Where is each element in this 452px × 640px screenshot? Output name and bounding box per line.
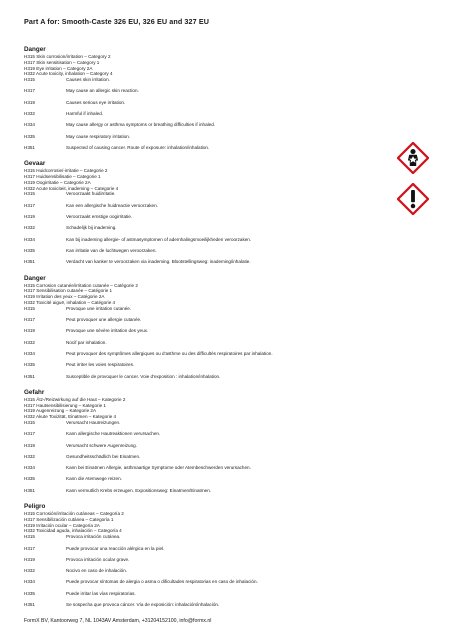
hazard-statement-row [24, 122, 396, 133]
hazard-statement-text: Gesundheitsschädlich bei Einatmen. [66, 453, 141, 459]
hazard-statement-row [24, 351, 396, 362]
h-code: H335 [24, 362, 35, 368]
hazard-classification: H332 Toxicidad aguda, inhalación – Categoría 4 [24, 528, 122, 534]
hazard-classification: H315 Ätz-/Reizwirkung auf die Haut – Kategorie 2 [24, 396, 126, 402]
hazard-classification: H319 Irritación ocular – Categoría 2A [24, 522, 100, 528]
hazard-statement-text: Puede irritar las vías respiratorias. [66, 590, 136, 596]
hazard-statement-row [24, 328, 396, 339]
h-code: H351 [24, 373, 35, 379]
h-code: H315 [24, 191, 35, 197]
hazard-section [24, 274, 396, 385]
hazard-classification: H315 Corrosión/irritación cutáneas – Categoría 2 [24, 511, 124, 517]
hazard-statement-text: Puede provocar una reacción alérgica en la piel. [66, 545, 165, 551]
hazard-statement-row [24, 374, 396, 385]
signal-word: Peligro [24, 503, 46, 511]
hazard-statement-row [24, 591, 396, 602]
hazard-classification: H317 Sensibilisation cutanée – Catégorie 1 [24, 288, 113, 294]
h-code: H317 [24, 202, 35, 208]
hazard-statement-text: Verdacht van kanker te veroorzaken via inademing. Blootstellingsweg: inademing/inhalatie. [66, 259, 251, 265]
hazard-statement-row [24, 100, 396, 111]
hazard-statement-row [24, 579, 396, 590]
hazard-statement-text: May cause an allergic skin reaction. [66, 88, 139, 94]
h-code: H334 [24, 350, 35, 356]
health-hazard-icon [397, 142, 429, 174]
hazard-statement-text: Kann die Atemwege reizen. [66, 476, 122, 482]
h-code: H319 [24, 99, 35, 105]
h-code: H332 [24, 111, 35, 117]
hazard-statement-text: Provoca irritación ocular grave. [66, 556, 130, 562]
hazard-statement-row [24, 259, 396, 270]
hazard-statement-text: Verursacht schwere Augenreizung. [66, 442, 137, 448]
hazard-statement-text: Nocif par inhalation. [66, 339, 107, 345]
hazard-classification: H315 Huidcorrosie/-irritatie – Categorie 2 [24, 168, 108, 174]
hazard-classification: H332 Acute toxiciteit, inademing – Categorie 4 [24, 185, 119, 191]
hazard-statement-row [24, 77, 396, 88]
h-code: H351 [24, 259, 35, 265]
h-code: H319 [24, 214, 35, 220]
hazard-statement-row [24, 248, 396, 259]
h-code: H332 [24, 339, 35, 345]
hazard-statement-row [24, 557, 396, 568]
h-code: H334 [24, 122, 35, 128]
hazard-statement-text: Suspected of causing cancer. Route of exposure: inhalation/inhalation. [66, 144, 210, 150]
hazard-statement-row [24, 465, 396, 476]
hazard-statement-text: May cause allergy or asthma symptoms or breathing difficulties if inhaled. [66, 122, 216, 128]
h-code: H315 [24, 534, 35, 540]
hazard-statement-text: Kan een allergische huidreactie veroorzaken. [66, 202, 158, 208]
hazard-statement-row [24, 225, 396, 236]
hazard-section [24, 45, 396, 156]
hazard-statement-text: Provoque une irritation cutanée. [66, 305, 132, 311]
hazard-classification: H319 Augenreizung – Kategorie 2A [24, 408, 97, 414]
h-code: H335 [24, 590, 35, 596]
h-code: H334 [24, 465, 35, 471]
hazard-classification: H319 Eye irritation – Category 2A [24, 65, 93, 71]
hazard-statement-text: Peut provoquer une allergie cutanée. [66, 317, 142, 323]
hazard-statement-row [24, 134, 396, 145]
hazard-statement-row [24, 214, 396, 225]
hazard-section [24, 502, 396, 613]
hazard-statement-text: Susceptible de provoquer le cancer. Voie d'exposition : inhalation/inhalation. [66, 373, 221, 379]
hazard-statement-text: Causes skin irritation. [66, 77, 110, 83]
h-code: H315 [24, 305, 35, 311]
hazard-statement-row [24, 203, 396, 214]
hazard-classification: H317 Sensibilización cutánea – Categoría 1 [24, 516, 114, 522]
signal-word: Gevaar [24, 160, 46, 168]
hazard-statement-text: Peut irriter les voies respiratoires. [66, 362, 135, 368]
hazard-statement-text: Harmful if inhaled. [66, 111, 104, 117]
signal-word: Gefahr [24, 388, 45, 396]
hazard-statement-row [24, 454, 396, 465]
hazard-classification: H319 Irritation des yeux – Catégorie 2A [24, 294, 105, 300]
h-code: H319 [24, 328, 35, 334]
signal-word: Danger [24, 274, 46, 282]
hazard-statement-row [24, 306, 396, 317]
h-code: H332 [24, 453, 35, 459]
hazard-statement-row [24, 191, 396, 202]
exclamation-mark-icon [397, 183, 429, 215]
hazard-classification: H317 Skin sensitisation – Category 1 [24, 59, 100, 65]
h-code: H334 [24, 236, 35, 242]
hazard-statement-row [24, 362, 396, 373]
hazard-statement-text: Veroorzaakt ernstige oogirritatie. [66, 214, 133, 220]
footer-contact: FormX BV, Kantoorweg 7, NL 1043AV Amsterdam, +31204152100, info@formx.nl [24, 618, 212, 624]
hazard-statement-row [24, 443, 396, 454]
h-code: H335 [24, 476, 35, 482]
hazard-statement-text: Veroorzaakt huidirritatie. [66, 191, 116, 197]
signal-word: Danger [24, 46, 46, 53]
hazard-statement-text: Verursacht Hautreizungen. [66, 419, 121, 425]
hazard-statement-row [24, 145, 396, 156]
h-code: H335 [24, 247, 35, 253]
hazard-classification: H317 Hautsensibilisierung – Kategorie 1 [24, 402, 106, 408]
h-code: H315 [24, 77, 35, 83]
page-title: Part A for: Smooth-Caste 326 EU, 326 EU and 327 EU [24, 17, 210, 26]
hazard-statements [24, 45, 396, 616]
hazard-statement-text: Peut provoquer des symptômes allergiques ou d'asthme ou des difficultés respiratoires par inhalation. [66, 350, 273, 356]
hazard-statement-text: Kann bei Einatmen Allergie, asthmaartige Symptome oder Atembeschwerden verursachen. [66, 465, 251, 471]
h-code: H317 [24, 88, 35, 94]
h-code: H351 [24, 602, 35, 608]
h-code: H332 [24, 568, 35, 574]
h-code: H317 [24, 317, 35, 323]
hazard-statement-row [24, 340, 396, 351]
hazard-classification: H319 Oogirritatie – Categorie 2A [24, 179, 91, 185]
hazard-statement-row [24, 568, 396, 579]
hazard-classification: H332 Toxicité aiguë, inhalation – Catégorie 4 [24, 299, 116, 305]
hazard-classification: H315 Skin corrosion/irritation – Category 2 [24, 54, 111, 59]
hazard-statement-text: Puede provocar síntomas de alergia o asma o dificultades respiratorias en caso de inhalación. [66, 579, 258, 585]
h-code: H315 [24, 419, 35, 425]
hazard-statement-row [24, 111, 396, 122]
h-code: H351 [24, 144, 35, 150]
h-code: H335 [24, 133, 35, 139]
hazard-classification: H332 Acute toxicity, inhalation – Category 4 [24, 71, 113, 77]
hazard-statement-row [24, 602, 396, 613]
hazard-statement-row [24, 488, 396, 499]
hazard-section [24, 388, 396, 499]
hazard-section [24, 159, 396, 270]
h-code: H319 [24, 556, 35, 562]
hazard-statement-row [24, 546, 396, 557]
hazard-statement-row [24, 476, 396, 487]
hazard-statement-text: Se sospecha que provoca cáncer. Vía de exposición: inhalación/inhalación. [66, 602, 220, 608]
hazard-statement-row [24, 317, 396, 328]
hazard-classification: H315 Corrosion cutanée/irritation cutanée – Catégorie 2 [24, 282, 138, 288]
hazard-statement-text: Kan bij inademing allergie- of astmasymptomen of ademhalingsmoeilijkheden veroorzaken. [66, 236, 252, 242]
hazard-statement-text: May cause respiratory irritation. [66, 133, 131, 139]
h-code: H319 [24, 442, 35, 448]
h-code: H317 [24, 431, 35, 437]
hazard-statement-row [24, 420, 396, 431]
h-code: H317 [24, 545, 35, 551]
hazard-statement-row [24, 237, 396, 248]
hazard-statement-text: Schadelijk bij inademing. [66, 225, 117, 231]
hazard-statement-row [24, 534, 396, 545]
hazard-statement-text: Nocivo en caso de inhalación. [66, 568, 128, 574]
h-code: H332 [24, 225, 35, 231]
h-code: H351 [24, 487, 35, 493]
h-code: H334 [24, 579, 35, 585]
hazard-classification: H317 Huidsensibilisatie – Categorie 1 [24, 174, 101, 180]
hazard-statement-row [24, 431, 396, 442]
hazard-statement-text: Kann vermutlich Krebs erzeugen. Expositionsweg: Einatmen/Einatmen. [66, 487, 212, 493]
hazard-statement-text: Kann allergische Hautreaktionen verursachen. [66, 431, 161, 437]
hazard-statement-row [24, 88, 396, 99]
hazard-statement-text: Kan irritatie van de luchtwegen veroorzaken. [66, 247, 157, 253]
hazard-statement-text: Provoca irritación cutánea. [66, 534, 121, 540]
hazard-classification: H332 Akute Toxizität, Einatmen – Kategorie 4 [24, 414, 117, 420]
hazard-statement-text: Causes serious eye irritation. [66, 99, 126, 105]
hazard-statement-text: Provoque une sévère irritation des yeux. [66, 328, 149, 334]
